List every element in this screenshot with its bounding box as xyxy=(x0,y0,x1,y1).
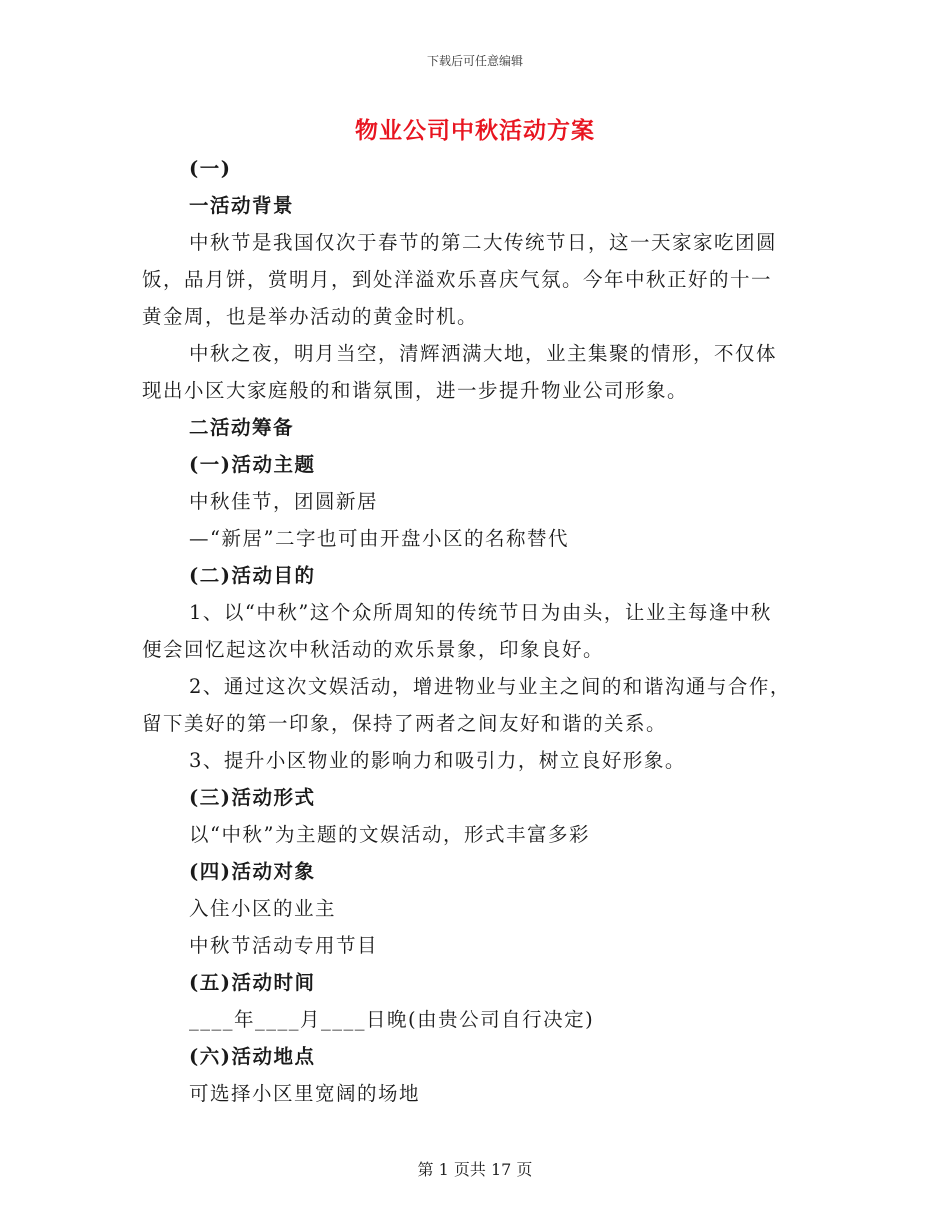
heading-target: (四)活动对象 xyxy=(189,860,316,883)
heading-background: 一活动背景 xyxy=(189,194,295,217)
paragraph-line: 黄金周，也是举办活动的黄金时机。 xyxy=(142,305,479,328)
heading-form: (三)活动形式 xyxy=(189,786,316,809)
paragraph-line: 1、以“中秋”这个众所周知的传统节日为由头，让业主每逢中秋 xyxy=(189,601,772,624)
heading-place: (六)活动地点 xyxy=(189,1045,316,1068)
heading-time: (五)活动时间 xyxy=(189,971,316,994)
paragraph-line: 3、提升小区物业的影响力和吸引力，树立良好形象。 xyxy=(189,749,686,772)
target-text: 入住小区的业主 xyxy=(189,897,337,920)
heading-theme: (一)活动主题 xyxy=(189,453,316,476)
page-footer: 第 1 页共 17 页 xyxy=(417,1160,533,1179)
time-text: ____年____月____日晚(由贵公司自行决定) xyxy=(189,1008,595,1031)
place-text: 可选择小区里宽阔的场地 xyxy=(189,1082,421,1105)
paragraph-line: 留下美好的第一印象，保持了两者之间友好和谐的关系。 xyxy=(142,712,668,735)
target-text: 中秋节活动专用节目 xyxy=(189,934,379,957)
theme-text: 中秋佳节，团圆新居 xyxy=(189,490,379,513)
section-mark: (一) xyxy=(189,157,232,180)
paragraph-line: 中秋节是我国仅次于春节的第二大传统节日，这一天家家吃团圆 xyxy=(189,231,778,254)
paragraph-line: 中秋之夜，明月当空，清辉洒满大地，业主集聚的情形，不仅体 xyxy=(189,342,778,365)
paragraph-line: 2、通过这次文娱活动，增进物业与业主之间的和谐沟通与合作， xyxy=(189,675,791,698)
page-title: 物业公司中秋活动方案 xyxy=(355,117,595,144)
heading-prepare: 二活动筹备 xyxy=(189,416,295,439)
theme-note: —“新居”二字也可由开盘小区的名称替代 xyxy=(189,527,569,550)
paragraph-line: 便会回忆起这次中秋活动的欢乐景象，印象良好。 xyxy=(142,638,605,661)
page-header: 下载后可任意编辑 xyxy=(426,54,523,68)
paragraph-line: 现出小区大家庭般的和谐氛围，进一步提升物业公司形象。 xyxy=(142,379,689,402)
document-body xyxy=(142,150,808,1112)
form-text: 以“中秋”为主题的文娱活动，形式丰富多彩 xyxy=(189,823,590,846)
paragraph-line: 饭，品月饼，赏明月，到处洋溢欢乐喜庆气氛。今年中秋正好的十一 xyxy=(142,268,773,291)
heading-purpose: (二)活动目的 xyxy=(189,564,316,587)
